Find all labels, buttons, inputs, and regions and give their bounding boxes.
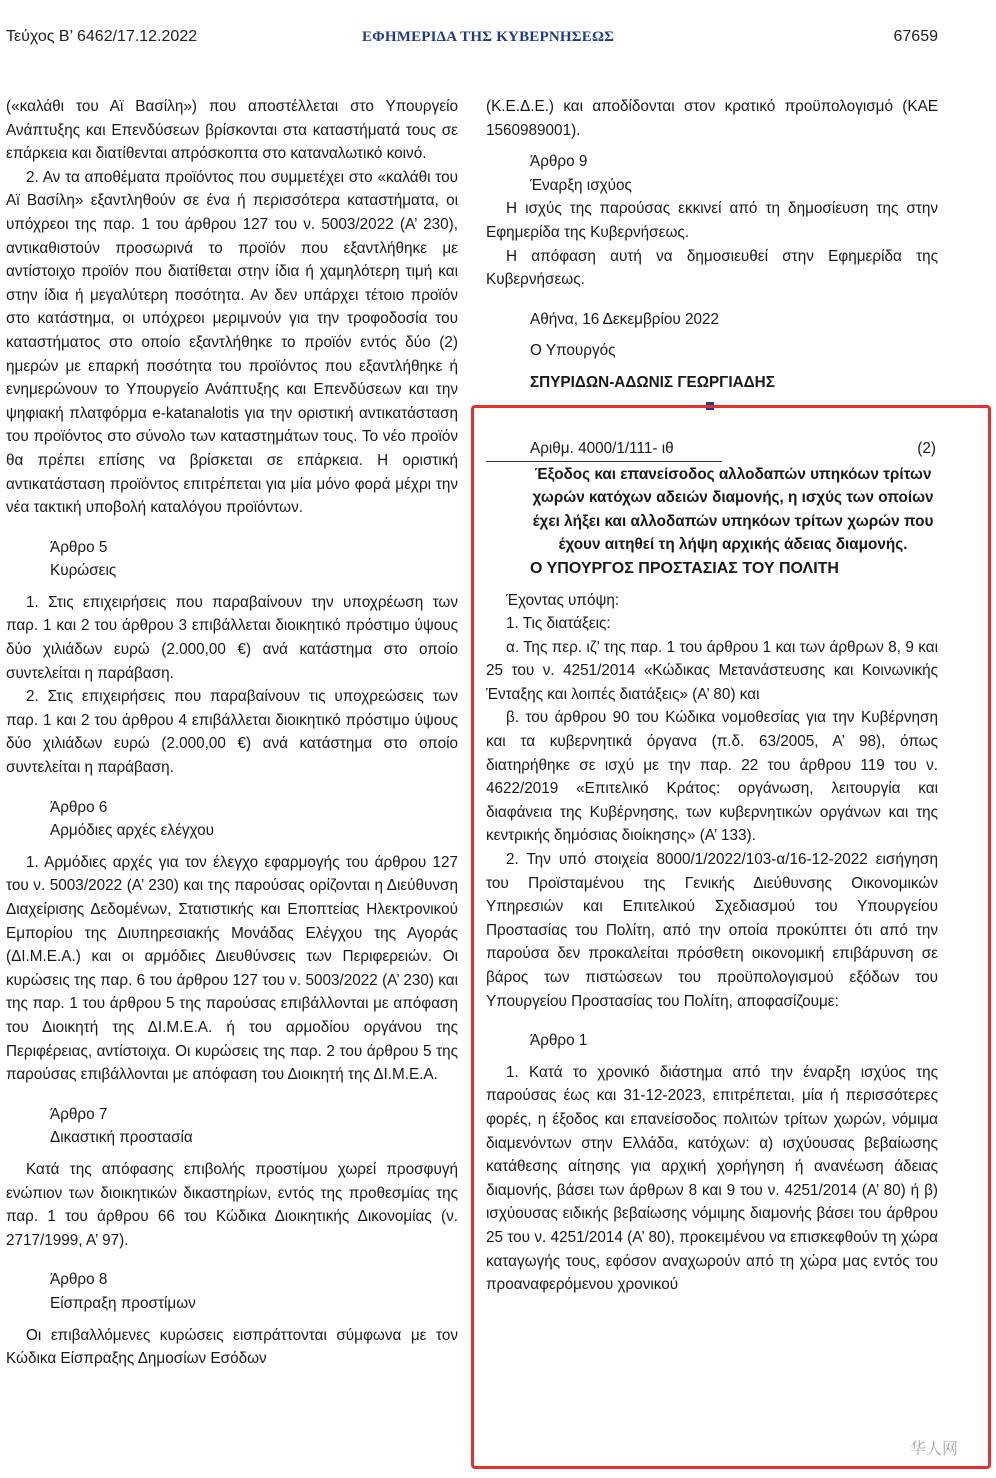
article-7-number: Άρθρο 7 [50,1105,108,1123]
paragraph: Κατά της απόφασης επιβολής προστίμου χωρεί προσφυγή ενώπιον των διοικητικών δικαστηρίων, εντός της προθεσμίας της παρ. 1 του άρθρου 66 του Κώδικα Διοικητικής Δικονομίας (ν. 2717/1999, Α’ 97). [6,1160,458,1249]
decision-title: Έξοδος και επανείσοδος αλλοδαπών υπηκόων τρίτων χωρών κατόχων αδειών διαμονής, η ισχύς των οποίων έχει λήξει και αλλοδαπών υπηκόων τρίτων χωρών που έχουν αιτηθεί τη λήψη αρχικής άδειας διαμονής. [532,465,934,554]
paragraph: 1. Κατά το χρονικό διάστημα από την έναρξη ισχύος της παρούσας έως και 31-12-2023, επιτρέπεται, μία ή περισσότερες φορές, η έξοδος και επανείσοδος πολιτών τρίτων χωρών, νόμιμα διαμενόντων στην Ελλάδα, κατόχων: α) ισχύουσας βεβαίωσης κατάθεσης αίτησης για αρχική χορήγηση ή ανανέωση άδειας διαμονής, βάσει των άρθρων 8 και 9 του ν. 4251/2014 (Α’ 80) ή β) ισχύουσας ειδικής βεβαίωσης νόμιμης διαμονής βάσει του άρθρου 25 του ν. 4251/2014 (Α’ 80), προκειμένου να επισκεφθούν τη χώρα καταγωγής τους, εφόσον αναχωρούν από τη χώρα μας εντός του προαναφερόμενου χρονικού [486,1063,938,1294]
article-5-title: Κυρώσεις [50,562,117,580]
left-column [6,95,458,1371]
provision-a: α. Της περ. ιζ’ της παρ. 1 του άρθρου 1 και των άρθρων 8, 9 και 25 του ν. 4251/2014 «Κώδικας Μετανάστευσης και Κοινωνικής Ένταξης και λοιπές διατάξεις» (Α’ 80) και [486,638,938,703]
having-regard: Έχοντας υπόψη: [506,591,620,609]
article-6-number: Άρθρο 6 [50,798,108,816]
watermark: 华人网 [906,1436,962,1459]
issue-number: Τεύχος Β’ 6462/17.12.2022 [6,28,198,45]
paragraph: 1. Αρμόδιες αρχές για τον έλεγχο εφαρμογής του άρθρου 127 του ν. 5003/2022 (Α’ 230) και της παρούσας ορίζονται η Διεύθυνση Διαχείρισης Δεδομένων, Στατιστικής και Εποπτείας Ηλεκτρονικού Εμπορίου της Διυπηρεσιακής Μονάδας Ελέγχου της Αγοράς (ΔΙ.Μ.Ε.Α.) και οι αρμόδιες Διευθύνσεις των Περιφερειών. Οι κυρώσεις της παρ. 6 του άρθρου 127 του ν. 5003/2022 (Α’ 230) και της παρ. 1 του άρθρου 5 της παρούσας επιβάλλονται με απόφαση του Διοικητή της ΔΙ.Μ.Ε.Α. ή του αρμοδίου οργάνου της Περιφέρειας, αντίστοιχα. Οι κυρώσεις της παρ. 2 του άρθρου 5 της παρούσας επιβάλλονται με απόφαση του Διοικητή της ΔΙ.Μ.Ε.Α. [6,853,458,1084]
paragraph: 2. Στις επιχειρήσεις που παραβαίνουν τις υποχρεώσεις των παρ. 1 και 2 του άρθρου 4 επιβάλλεται διοικητικό πρόστιμο ύψους δύο χιλιάδων ευρώ (2.000,00 €) ανά κατάστημα στο οποίο συντελείται η παράβαση. [6,688,458,777]
minister-role: Ο Υπουργός [530,342,616,360]
page-number: 67659 [893,28,938,45]
paragraph: Η ισχύς της παρούσας εκκινεί από τη δημοσίευση της στην Εφημερίδα της Κυβερνήσεως. [486,200,938,241]
article-8-number: Άρθρο 8 [50,1271,108,1289]
paragraph: Η απόφαση αυτή να δημοσιευθεί στην Εφημερίδα της Κυβερνήσεως. [486,247,938,289]
article-5-number: Άρθρο 5 [50,538,108,556]
article-8-title: Είσπραξη προστίμων [50,1294,196,1312]
decision-number: Αριθμ. 4000/1/111- ιθ [530,439,674,457]
paragraph: 1. Στις επιχειρήσεις που παραβαίνουν την υποχρέωση των παρ. 1 και 2 του άρθρου 3 επιβάλλεται διοικητικό πρόστιμο ύψους δύο χιλιάδων ευρώ (2.000,00 €) ανά κατάστημα στο οποίο συντελείται η παράβαση. [6,593,458,682]
paragraph: («καλάθι του Αϊ Βασίλη») που αποστέλλεται στο Υπουργείο Ανάπτυξης και Επενδύσεων βρίσκονται στα καταστήματά τους σε επάρκεια και διατίθενται απρόσκοπτα στο καταναλωτικό κοινό. [6,98,458,163]
article-7-title: Δικαστική προστασία [50,1129,193,1147]
minister-signature: ΣΠΥΡΙΔΩΝ-ΑΔΩΝΙΣ ΓΕΩΡΓΙΑΔΗΣ [530,373,775,391]
article-6-title: Αρμόδιες αρχές ελέγχου [50,822,215,840]
gazette-title: ΕΦΗΜΕΡΙΔΑ ΤΗΣ ΚΥΒΕΡΝΗΣΕΩΣ [362,29,615,45]
highlight-box [471,405,991,1469]
page-header [0,26,996,56]
provisions-heading: 1. Τις διατάξεις: [506,615,611,633]
paragraph: (Κ.Ε.Δ.Ε.) και αποδίδονται στον κρατικό προϋπολογισμό (ΚΑΕ 1560989001). [486,98,938,139]
decision-code: (2) [917,439,936,457]
provision-b: β. του άρθρου 90 του Κώδικα νομοθεσίας για την Κυβέρνηση και τα κυβερνητικά όργανα (π.δ. 63/2005, Α’ 98), όπως διατηρήθηκε σε ισχύ με την παρ. 22 του άρθρου 119 του ν. 4622/2019 «Επιτελικό Κράτος: οργάνωση, λειτουργία και διαφάνεια της Κυβέρνησης, των κυβερνητικών οργάνων και της κεντρικής δημόσιας διοίκησης» (Α’ 133). [486,709,938,845]
article-1-number: Άρθρο 1 [530,1032,588,1050]
paragraph: Οι επιβαλλόμενες κυρώσεις εισπράττονται σύμφωνα με τον Κώδικα Είσπραξης Δημοσίων Εσόδων [6,1326,458,1368]
article-9-title: Έναρξη ισχύος [530,176,632,194]
minister-heading: Ο ΥΠΟΥΡΓΟΣ ΠΡΟΣΤΑΣΙΑΣ ΤΟΥ ΠΟΛΙΤΗ [530,559,839,577]
place-date: Αθήνα, 16 Δεκεμβρίου 2022 [530,310,720,328]
item-2: 2. Την υπό στοιχεία 8000/1/2022/103-α/16-12-2022 εισήγηση του Προϊσταμένου της Γενικής Διεύθυνσης Οικονομικών Υπηρεσιών και Επιτελικού Σχεδιασμού του Υπουργείου Προστασίας του Πολίτη, από την οποία προκύπτει ότι από την παρούσα δεν προκαλείται πρόσθετη οικονομική επιβάρυνση σε βάρος των πιστώσεων του προϋπολογισμού εξόδων του Υπουργείου Προστασίας του Πολίτη, αποφασίζουμε: [486,851,938,1010]
article-9-number: Άρθρο 9 [530,153,588,171]
paragraph: 2. Αν τα αποθέματα προϊόντος που συμμετέχει στο «καλάθι του Αϊ Βασίλη» εξαντληθούν σε ένα ή περισσότερα καταστήματα, οι υπόχρεοι της παρ. 1 του άρθρου 127 του ν. 5003/2022 (Α’ 230), αντικαθιστούν προσωρινά το προϊόν που εξαντλήθηκε με αντίστοιχο προϊόν που διατίθεται στην ίδια ή χαμηλότερη τιμή και στην ίδια ή μεγαλύτερη ποσότητα. Αν δεν υπάρχει τέτοιο προϊόν στο κατάστημα, οι υπόχρεοι μεριμνούν για την τροφοδοσία του καταστήματος στο οποίο εξαντλήθηκε το προϊόν εντός δύο (2) ημερών με επαρκή ποσότητα του προϊόντος που εξαντλήθηκε ή ενημερώνουν το Υπουργείο Ανάπτυξης και Επενδύσεων και την ψηφιακή πλατφόρμα e-katanalotis για την οριστική αντικατάσταση του προϊόντος στο σύνολο των καταστημάτων τους. Το νέο προϊόν θα πρέπει επίσης να βρίσκεται σε επάρκεια. Η οριστική αντικατάσταση προϊόντος επιτρέπεται για μία μόνο φορά μέχρι την νέα τακτική υποβολή καταλόγου προϊόντων. [6,168,458,517]
